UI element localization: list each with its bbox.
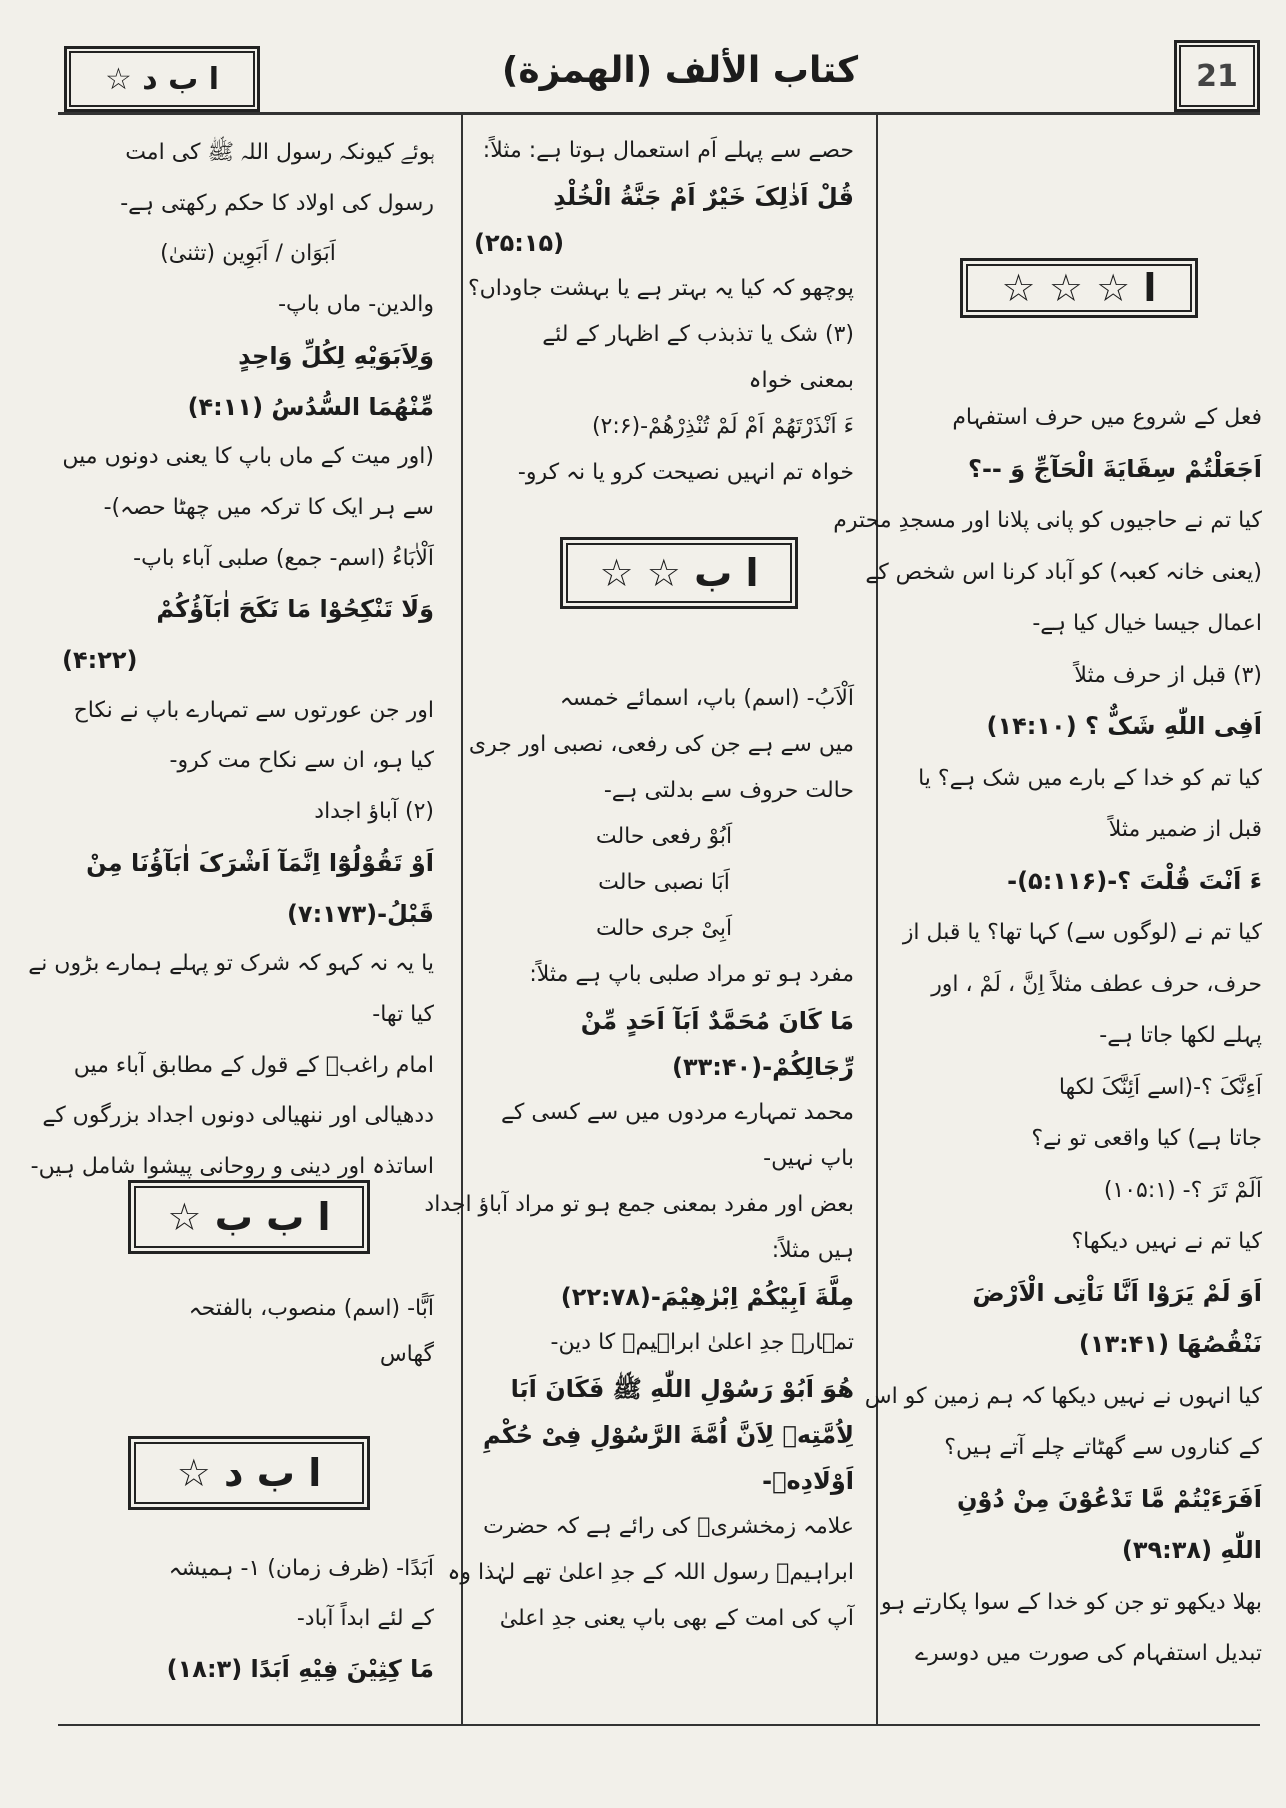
entry-root-box-ab: ا ب ☆ ☆ — [560, 537, 798, 609]
entry-root-box-abd: ا ب د ☆ — [128, 1436, 370, 1510]
text-line: یا یہ نہ کہو کہ شرک تو پہلے ہمارے بڑوں نے — [28, 951, 434, 977]
page-title: كتاب الألف (الهمزة) — [501, 50, 859, 91]
text-line: والدین- ماں باپ- — [278, 292, 434, 318]
verse-line: مِلَّةَ اَبِیْکُمْ اِبْرٰهِیْمَ-(۲۲:۷۸) — [560, 1283, 854, 1311]
text-line: اَلَمْ تَرَ ؟- (۱۰۵:۱) — [1103, 1177, 1262, 1203]
verse-line: (۲۵:۱۵) — [474, 229, 565, 257]
verse-line: هُوَ اَبُوْ رَسُوْلِ اللّٰهِ ﷺ فَکَانَ اَبَا — [510, 1375, 854, 1403]
text-line: اور جن عورتوں سے تمہارے باپ نے نکاح — [73, 697, 434, 723]
text-line: قبل از ضمیر مثلاً — [1108, 817, 1262, 842]
entry-root-box-alif: ا ☆ ☆ ☆ — [960, 258, 1198, 318]
verse-line: اَفَرَءَیْتُمْ مَّا تَدْعُوْنَ مِنْ دُوْنِ — [956, 1484, 1262, 1513]
text-line: کیا تم نے نہیں دیکھا؟ — [1071, 1229, 1262, 1254]
text-line: باپ نہیں- — [763, 1146, 854, 1171]
verse-line: اللّٰهِ (۳۹:۳۸) — [1121, 1536, 1262, 1564]
text-line: (یعنی خانہ کعبہ) کو آباد کرنا اس شخص کے — [865, 559, 1262, 585]
text-line: بمعنی خواہ — [748, 368, 854, 393]
column-divider-left — [461, 114, 463, 1726]
text-line: اساتذہ اور دینی و روحانی پیشوا شامل ہیں- — [30, 1154, 434, 1180]
header-divider — [58, 112, 1260, 115]
text-line: اَبَوَان / اَبَوِین (تثنیٰ) — [160, 241, 336, 267]
right-column — [833, 392, 1262, 1680]
text-line: سے ہر ایک کا ترکہ میں چھٹا حصہ)- — [103, 494, 434, 520]
text-line: کیا تھا- — [372, 1001, 434, 1027]
text-line: اَبَا نصبی حالت — [598, 870, 730, 895]
text-line: گھاس — [379, 1342, 434, 1367]
left-column-bottom — [62, 1544, 434, 1694]
text-line: اَبًّا- (اسم) منصوب، بالفتحہ — [188, 1296, 434, 1321]
text-line: جاتا ہے) کیا واقعی تو نے؟ — [1031, 1126, 1262, 1151]
text-line: ہیں مثلاً: — [771, 1238, 854, 1263]
text-line: بھلا دیکھو تو جن کو خدا کے سوا پکارتے ہو — [881, 1589, 1262, 1615]
text-line: ءَ اَنْذَرْتَهُمْ اَمْ لَمْ تُنْذِرْهُمْ-(۲:۶) — [591, 414, 854, 439]
text-line: رسول کی اولاد کا حکم رکھتی ہے- — [120, 190, 434, 216]
middle-column-bottom — [424, 676, 854, 1642]
text-line: کے کناروں سے گھٹاتے چلے آتے ہیں؟ — [944, 1435, 1262, 1460]
verse-line: ءَ اَنْتَ قُلْتَ ؟-(۵:۱۱۶)- — [1007, 866, 1262, 895]
verse-line: اَوْلَادِهٖ- — [762, 1467, 854, 1495]
text-line: محمد تمہارے مردوں میں سے کسی کے — [501, 1100, 854, 1125]
text-line: اعمال جیسا خیال کیا ہے- — [1032, 611, 1262, 636]
text-line: پہلے لکھا جاتا ہے- — [1099, 1023, 1262, 1048]
verse-line: مَا کَانَ مُحَمَّدٌ اَبَآ اَحَدٍ مِّنْ — [580, 1007, 854, 1035]
verse-line: (۴:۲۲) — [62, 646, 138, 675]
text-line: تمہارے جدِ اعلیٰ ابراہیمؑ کا دین- — [550, 1330, 854, 1355]
verse-line: رِّجَالِکُمْ-(۳۳:۴۰) — [671, 1053, 854, 1081]
text-line: مفرد ہو تو مراد صلبی باپ ہے مثلاً: — [529, 962, 854, 987]
header-root-box: ا ب د ☆ — [64, 46, 260, 112]
text-line: علامہ زمخشریؒ کی رائے ہے کہ حضرت — [483, 1514, 854, 1539]
text-line: حرف، حرف عطف مثلاً اِنَّ ، لَمْ ، اور — [931, 971, 1262, 997]
verse-line: وَلِاَبَوَیْهِ لِکُلِّ وَاحِدٍ — [238, 341, 434, 370]
text-line: کیا تم نے (لوگوں سے) کہا تھا؟ یا قبل از — [902, 920, 1262, 945]
text-line: ددھیالی اور ننھیالی دونوں اجداد بزرگوں کے — [42, 1103, 434, 1129]
text-line: اَبَدًا- (ظرف زمان) ۱- ہمیشہ — [168, 1556, 434, 1581]
text-line: اَبِیْ جری حالت — [595, 916, 733, 941]
text-line: (۳) شک یا تذبذب کے اظہار کے لئے — [542, 322, 854, 347]
verse-line: اَوْ تَقُوْلُوْٓا اِنَّمَآ اَشْرَکَ اٰبَآؤُنَا مِنْ — [86, 848, 434, 877]
column-divider-right — [876, 114, 878, 1726]
text-line: بعض اور مفرد بمعنی جمع ہو تو مراد آباؤ اجداد — [424, 1192, 854, 1217]
verse-line: وَلَا تَنْکِحُوْا مَا نَکَحَ اٰبَآؤُکُمْ — [156, 595, 434, 624]
text-line: فعل کے شروع میں حرف استفہام — [952, 405, 1262, 430]
text-line: ابراہیمؑ رسول اللہ کے جدِ اعلیٰ تھے لہٰذا وہ — [447, 1560, 854, 1585]
verse-line: قَبْلُ-(۷:۱۷۳) — [286, 899, 434, 928]
text-line: حالت حروف سے بدلتی ہے- — [603, 778, 854, 803]
text-line: (۳) قبل از حرف مثلاً — [1074, 662, 1262, 688]
text-line: خواہ تم انہیں نصیحت کرو یا نہ کرو- — [517, 460, 854, 485]
text-line: ہوئے کیونکہ رسول اللہ ﷺ کی امت — [125, 140, 434, 165]
left-column-mid — [62, 1286, 434, 1378]
entry-root-box-abb: ا ب ب ☆ — [128, 1180, 370, 1254]
text-line: اَبُوْ رفعی حالت — [595, 824, 733, 849]
middle-column-top — [467, 128, 854, 496]
verse-line: اَفِی اللّٰهِ شَکٌّ ؟ (۱۴:۱۰) — [986, 712, 1262, 740]
left-column-top — [28, 128, 434, 1193]
verse-line: اَوَ لَمْ یَرَوْا اَنَّا نَاْتِی الْاَرْضَ — [972, 1278, 1262, 1307]
page-number: 21 — [1174, 40, 1260, 112]
text-line: اَلْاٰبَاءُ (اسم- جمع) صلبی آباء باپ- — [133, 545, 434, 571]
text-line: امام راغبؒ کے قول کے مطابق آباء میں — [73, 1052, 434, 1078]
text-line: (اور میت کے ماں باپ کا یعنی دونوں میں — [62, 444, 434, 470]
text-line: (۲) آباؤ اجداد — [314, 799, 434, 825]
verse-line: قُلْ اَذٰلِکَ خَیْرٌ اَمْ جَنَّةُ الْخُلْدِ — [553, 183, 854, 211]
text-line: تبدیل استفہام کی صورت میں دوسرے — [915, 1641, 1262, 1666]
text-line: اَلْاَبُ- (اسم) باپ، اسمائے خمسہ — [559, 686, 854, 711]
verse-line: نَنْقُصُهَا (۱۳:۴۱) — [1078, 1330, 1262, 1358]
verse-line: لِاُمَّتِهٖ لِاَنَّ اُمَّةَ الرَّسُوْلِ فِیْ حُکْمِ — [483, 1421, 854, 1449]
text-line: اَءِنَّکَ ؟-(اسے اَئِنَّکَ لکھا — [1058, 1074, 1262, 1100]
text-line: آپ کی امت کے بھی باپ یعنی جدِ اعلیٰ — [499, 1606, 854, 1631]
text-line: حصے سے پہلے اَم استعمال ہوتا ہے: مثلاً: — [482, 138, 854, 163]
text-line: میں سے ہے جن کی رفعی، نصبی اور جری — [468, 732, 854, 757]
verse-line: اَجَعَلْتُمْ سِقَايَةَ الْحَآجِّ وَ --؟ — [968, 454, 1262, 483]
text-line: کیا تم نے حاجیوں کو پانی پلانا اور مسجدِ محترم — [833, 508, 1262, 533]
verse-line: مَا کِثِیْنَ فِیْهِ اَبَدًا (۱۸:۳) — [166, 1655, 434, 1683]
footer-divider — [58, 1724, 1260, 1726]
text-line: کیا تم کو خدا کے بارے میں شک ہے؟ یا — [918, 765, 1262, 791]
text-line: پوچھو کہ کیا یہ بہتر ہے یا بہشت جاوداں؟ — [467, 276, 854, 301]
text-line: کیا انہوں نے نہیں دیکھا کہ ہم زمین کو اس — [864, 1383, 1262, 1409]
verse-line: مِّنْهُمَا السُّدُسُ (۴:۱۱) — [187, 392, 434, 421]
text-line: کے لئے ابداً آباد- — [296, 1606, 434, 1631]
text-line: کیا ہو، ان سے نکاح مت کرو- — [169, 748, 434, 774]
